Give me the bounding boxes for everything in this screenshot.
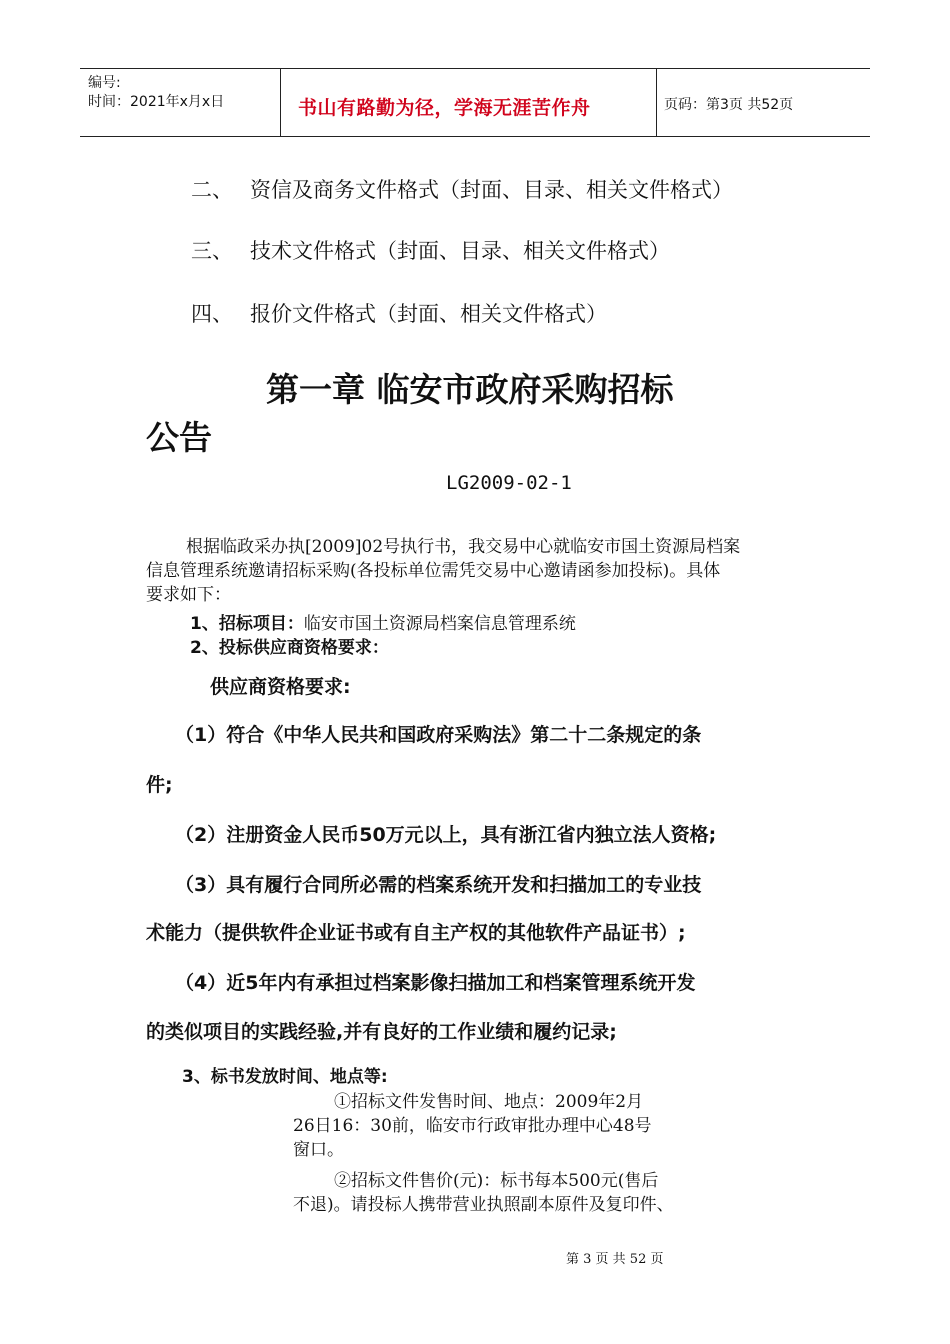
item-1-label: 1、招标项目： <box>190 614 304 634</box>
bid-detail-1-line-1: ①招标文件发售时间、地点：2009年2月 <box>334 1092 644 1112</box>
item-3-label: 3、标书发放时间、地点等: <box>182 1067 388 1087</box>
page-info: 页码：第3页 共52页 <box>664 97 794 113</box>
chapter-title-line2: 公告 <box>146 418 212 457</box>
intro-line-1: 根据临政采办执[2009]02号执行书，我交易中心就临安市国土资源局档案 <box>186 537 741 557</box>
toc-item-3-num: 三、 <box>191 239 233 263</box>
requirement-3-line-1: （3）具有履行合同所必需的档案系统开发和扫描加工的专业技 <box>175 874 702 896</box>
header-slogan: 书山有路勤为径，学海无涯苦作舟 <box>298 97 591 119</box>
toc-item-2-num: 二、 <box>191 178 233 202</box>
header-top-rule <box>80 68 870 69</box>
header-divider-right <box>656 68 657 136</box>
item-1-value: 临安市国土资源局档案信息管理系统 <box>303 614 576 634</box>
requirement-1-line-2: 件; <box>146 774 173 796</box>
toc-item-3-text: 技术文件格式（封面、目录、相关文件格式） <box>250 239 670 263</box>
bid-detail-1-line-3: 窗口。 <box>293 1140 344 1160</box>
page-footer: 第 3 页 共 52 页 <box>566 1252 664 1267</box>
item-2-label: 2、投标供应商资格要求： <box>190 638 389 658</box>
requirement-3-line-2: 术能力（提供软件企业证书或有自主产权的其他软件产品证书）; <box>146 922 686 944</box>
requirement-2: （2）注册资金人民币50万元以上，具有浙江省内独立法人资格; <box>175 824 717 846</box>
requirement-4-line-1: （4）近5年内有承担过档案影像扫描加工和档案管理系统开发 <box>175 972 696 994</box>
requirement-1-line-1: （1）符合《中华人民共和国政府采购法》第二十二条规定的条 <box>175 724 702 746</box>
intro-line-2: 信息管理系统邀请招标采购(各投标单位需凭交易中心邀请函参加投标)。具体 <box>146 561 721 581</box>
requirement-4-line-2: 的类似项目的实践经验,并有良好的工作业绩和履约记录; <box>146 1021 617 1043</box>
time-label: 时间：2021年x月x日 <box>88 94 225 110</box>
item-1 <box>190 609 576 636</box>
serial-label: 编号: <box>88 75 121 91</box>
bid-detail-1-line-2: 26日16：30前，临安市行政审批办理中心48号 <box>293 1116 652 1136</box>
bid-detail-2-line-2: 不退)。请投标人携带营业执照副本原件及复印件、 <box>293 1195 674 1215</box>
toc-item-4-text: 报价文件格式（封面、相关文件格式） <box>250 302 607 326</box>
intro-line-3: 要求如下： <box>146 585 231 605</box>
header-bottom-rule <box>80 136 870 137</box>
header-divider-left <box>280 68 281 136</box>
bid-detail-2-line-1: ②招标文件售价(元)：标书每本500元(售后 <box>334 1171 659 1191</box>
chapter-title-line1: 第一章 临安市政府采购招标 <box>266 370 674 409</box>
toc-item-4-num: 四、 <box>191 302 233 326</box>
toc-item-2-text: 资信及商务文件格式（封面、目录、相关文件格式） <box>250 178 733 202</box>
supplier-heading: 供应商资格要求: <box>210 676 351 698</box>
document-code: LG2009-02-1 <box>446 472 572 494</box>
